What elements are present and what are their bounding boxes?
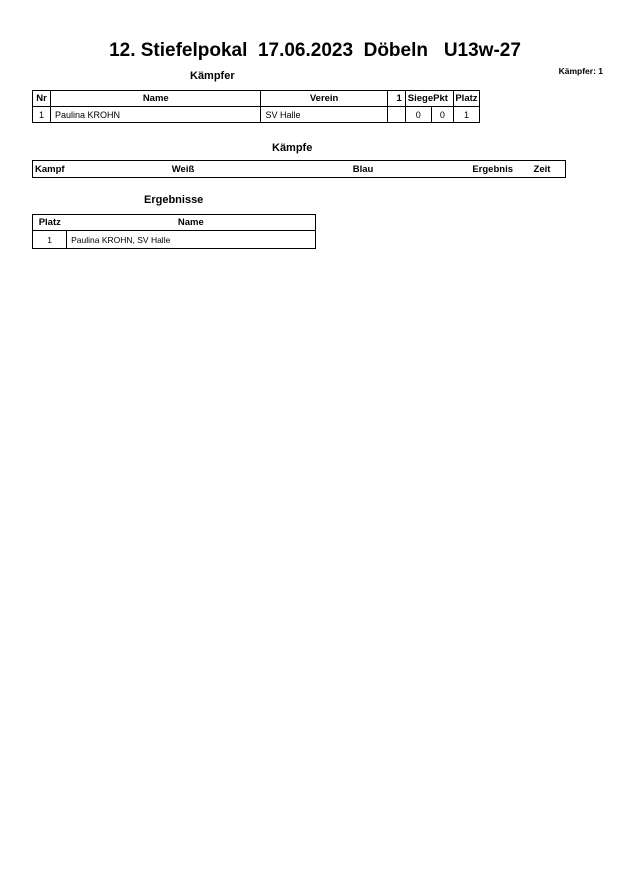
column-header-weiss: Weiß <box>83 161 283 178</box>
column-header-ergebnis: Ergebnis <box>443 161 519 178</box>
column-header-verein: Verein <box>261 91 387 107</box>
table-row <box>33 231 316 249</box>
table-header-row <box>33 161 566 178</box>
page-title: 12. Stiefelpokal 17.06.2023 Döbeln U13w-27 <box>109 40 521 61</box>
cell-round-1 <box>387 107 405 123</box>
column-header-siege-pkt: SiegePkt <box>405 91 453 107</box>
table-row <box>33 107 480 123</box>
cell-pkt: 0 <box>431 107 453 123</box>
column-header-nr: Nr <box>33 91 51 107</box>
column-header-round-1: 1 <box>387 91 405 107</box>
column-header-name: Name <box>67 215 316 231</box>
section-heading-kaempfer: Kämpfer <box>190 70 235 82</box>
column-header-blau: Blau <box>283 161 443 178</box>
cell-name: Paulina KROHN <box>51 107 261 123</box>
column-header-zeit: Zeit <box>519 161 566 178</box>
kaempfe-table <box>32 160 566 178</box>
cell-name: Paulina KROHN, SV Halle <box>71 234 171 245</box>
column-header-name: Name <box>51 91 261 107</box>
cell-verein: SV Halle <box>261 107 387 123</box>
ergebnisse-table <box>32 214 316 249</box>
cell-siege: 0 <box>405 107 431 123</box>
table-header-row <box>33 91 480 107</box>
section-heading-ergebnisse: Ergebnisse <box>144 194 204 206</box>
cell-nr: 1 <box>33 107 51 123</box>
fighter-count-label: Kämpfer: 1 <box>558 66 603 76</box>
kaempfer-table <box>32 90 480 123</box>
column-header-platz: Platz <box>453 91 479 107</box>
section-heading-kaempfe: Kämpfe <box>272 142 313 154</box>
cell-platz: 1 <box>33 231 67 249</box>
column-header-kampf: Kampf <box>33 161 84 178</box>
cell-platz: 1 <box>463 109 469 120</box>
table-header-row <box>33 215 316 231</box>
column-header-platz: Platz <box>33 215 67 231</box>
